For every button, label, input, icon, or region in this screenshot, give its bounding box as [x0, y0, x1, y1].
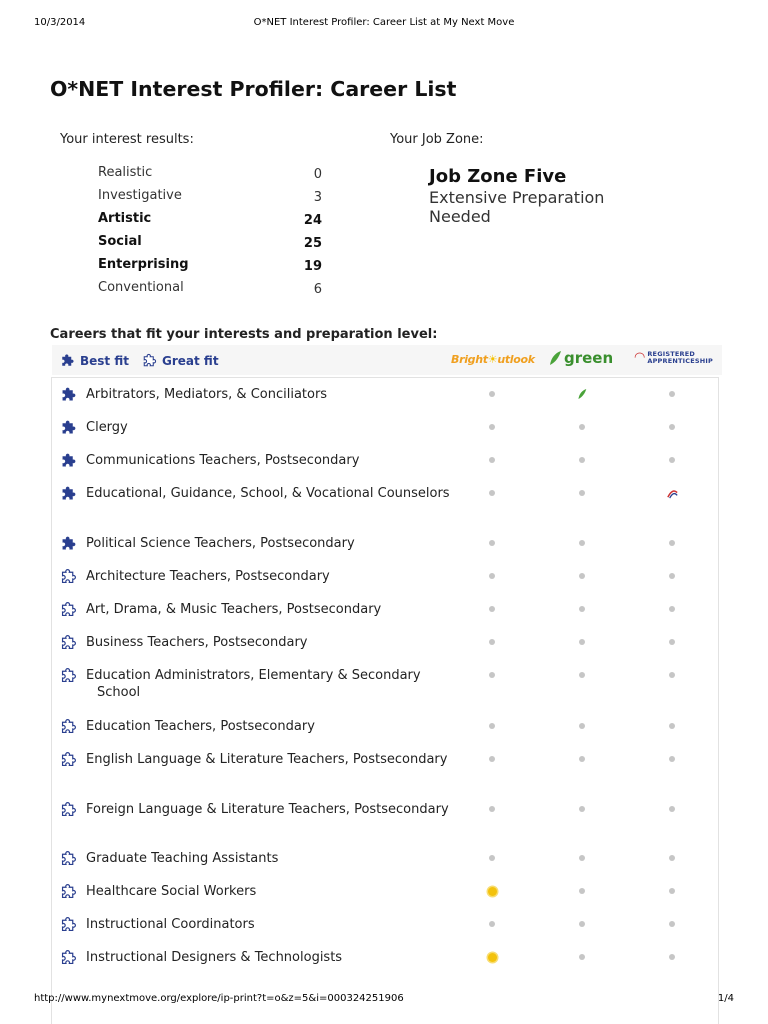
interest-row: [98, 211, 322, 234]
col3-marker: [665, 569, 679, 583]
career-link[interactable]: Architecture Teachers, Postsecondary: [86, 569, 330, 584]
empty-dot: [669, 723, 675, 729]
empty-dot: [489, 921, 495, 927]
interest-row: [98, 234, 322, 257]
empty-dot: [489, 806, 495, 812]
great-fit-puzzle-icon: [60, 568, 77, 585]
interest-row: [98, 188, 322, 211]
empty-dot: [489, 672, 495, 678]
best-fit-puzzle-icon: [60, 452, 77, 469]
registered-apprenticeship-logo: [634, 350, 713, 365]
col1-marker: [485, 950, 499, 964]
careers-legend: [52, 345, 722, 375]
col1-marker: [485, 719, 499, 733]
col2-marker: [575, 486, 589, 500]
best-fit-puzzle-icon: [60, 419, 77, 436]
col1-marker: [485, 569, 499, 583]
career-link[interactable]: Instructional Designers & Technologists: [86, 950, 343, 965]
empty-dot: [489, 457, 495, 463]
empty-dot: [579, 573, 585, 579]
empty-dot: [669, 424, 675, 430]
col3-marker: [665, 917, 679, 931]
great-fit-puzzle-icon: [60, 667, 77, 684]
col2-marker: [575, 950, 589, 964]
interest-row: [98, 165, 322, 188]
empty-dot: [489, 639, 495, 645]
great-fit-puzzle-icon: [60, 801, 77, 818]
career-link[interactable]: Political Science Teachers, Postsecondary: [86, 536, 355, 551]
great-fit-puzzle-icon: [60, 634, 77, 651]
empty-dot: [579, 672, 585, 678]
empty-dot: [579, 457, 585, 463]
job-zone-title: Job Zone Five: [429, 166, 567, 187]
empty-dot: [669, 855, 675, 861]
col2-marker: [575, 719, 589, 733]
empty-dot: [579, 723, 585, 729]
bright-outlook-sun-icon: [488, 953, 497, 962]
great-fit-puzzle-icon: [60, 751, 77, 768]
col3-marker: [665, 387, 679, 401]
empty-dot: [489, 606, 495, 612]
great-fit-puzzle-icon: [60, 850, 77, 867]
empty-dot: [579, 606, 585, 612]
empty-dot: [669, 540, 675, 546]
col2-marker: [575, 917, 589, 931]
empty-dot: [579, 888, 585, 894]
career-link[interactable]: English Language & Literature Teachers, Postsecondary: [86, 752, 448, 767]
col1-marker: [485, 884, 499, 898]
career-link[interactable]: Graduate Teaching Assistants: [86, 851, 279, 866]
career-link[interactable]: Communications Teachers, Postsecondary: [86, 453, 360, 468]
col3-marker: [665, 719, 679, 733]
apprenticeship-line: APPRENTICESHIP: [647, 356, 713, 365]
col3-marker: [665, 486, 679, 500]
green-logo: [548, 349, 613, 367]
interest-row: [98, 257, 322, 280]
print-page-number: 1/4: [717, 993, 734, 1004]
green-leaf-icon: [548, 350, 562, 366]
empty-dot: [669, 457, 675, 463]
empty-dot: [579, 639, 585, 645]
col2-marker: [575, 851, 589, 865]
interest-row: [98, 280, 322, 303]
empty-dot: [669, 888, 675, 894]
great-fit-puzzle-icon: [60, 718, 77, 735]
col3-marker: [665, 668, 679, 682]
interest-name: Realistic: [98, 165, 153, 180]
col2-marker: [575, 420, 589, 434]
green-logo-label: green: [564, 349, 614, 367]
interest-name: Investigative: [98, 188, 182, 203]
col2-marker: [575, 387, 589, 401]
col2-marker: [575, 569, 589, 583]
col2-marker: [575, 602, 589, 616]
career-link[interactable]: Foreign Language & Literature Teachers, Postsecondary: [86, 802, 449, 817]
col2-marker: [575, 635, 589, 649]
bright-outlook-suffix: utlook: [497, 353, 535, 366]
job-zone-heading: Your Job Zone:: [390, 132, 484, 147]
interest-name: Conventional: [98, 280, 184, 295]
empty-dot: [579, 806, 585, 812]
best-fit-puzzle-icon: [60, 485, 77, 502]
best-fit-puzzle-icon: [60, 386, 77, 403]
great-fit-puzzle-icon: [60, 883, 77, 900]
empty-dot: [489, 424, 495, 430]
great-fit-puzzle-icon: [60, 949, 77, 966]
col1-marker: [485, 453, 499, 467]
empty-dot: [669, 573, 675, 579]
empty-dot: [669, 921, 675, 927]
empty-dot: [669, 606, 675, 612]
career-link[interactable]: Business Teachers, Postsecondary: [86, 635, 308, 650]
interest-name: Artistic: [98, 211, 152, 226]
great-fit-puzzle-icon: [60, 916, 77, 933]
empty-dot: [579, 424, 585, 430]
interest-name: Enterprising: [98, 257, 189, 272]
print-date: 10/3/2014: [34, 17, 86, 28]
col3-marker: [665, 602, 679, 616]
col3-marker: [665, 420, 679, 434]
legend-great-fit: [142, 353, 219, 368]
interest-name: Social: [98, 234, 142, 249]
green-leaf-icon: [577, 388, 587, 400]
career-link[interactable]: Instructional Coordinators: [86, 917, 255, 932]
col1-marker: [485, 917, 499, 931]
col2-marker: [575, 453, 589, 467]
interest-score: 0: [313, 167, 322, 182]
col2-marker: [575, 668, 589, 682]
interest-score: 25: [303, 236, 322, 251]
empty-dot: [579, 490, 585, 496]
empty-dot: [489, 490, 495, 496]
col3-marker: [665, 752, 679, 766]
career-link[interactable]: Clergy: [86, 420, 128, 435]
col2-marker: [575, 884, 589, 898]
empty-dot: [579, 954, 585, 960]
interest-results-list: [98, 165, 322, 303]
empty-dot: [489, 756, 495, 762]
col2-marker: [575, 752, 589, 766]
empty-dot: [669, 756, 675, 762]
bright-outlook-sun-icon: ☀: [487, 353, 498, 366]
empty-dot: [489, 391, 495, 397]
col3-marker: [665, 536, 679, 550]
col3-marker: [665, 453, 679, 467]
col1-marker: [485, 486, 499, 500]
empty-dot: [489, 855, 495, 861]
great-fit-puzzle-icon: [142, 353, 157, 368]
careers-heading: Careers that fit your interests and preparation level:: [50, 327, 438, 342]
empty-dot: [669, 391, 675, 397]
col3-marker: [665, 802, 679, 816]
col1-marker: [485, 387, 499, 401]
page-title: O*NET Interest Profiler: Career List: [50, 77, 457, 101]
col3-marker: [665, 635, 679, 649]
career-link[interactable]: Arbitrators, Mediators, & Conciliators: [86, 387, 328, 402]
empty-dot: [669, 806, 675, 812]
career-link[interactable]: Education Teachers, Postsecondary: [86, 719, 315, 734]
career-link[interactable]: Education Administrators, Elementary & Secondary School: [86, 668, 421, 700]
legend-best-fit-label: Best fit: [80, 353, 129, 368]
empty-dot: [579, 540, 585, 546]
print-header: [0, 17, 768, 31]
apprenticeship-arc-icon: [666, 487, 679, 500]
print-doc-title: O*NET Interest Profiler: Career List at My Next Move: [253, 17, 515, 28]
col1-marker: [485, 668, 499, 682]
career-link[interactable]: Educational, Guidance, School, & Vocational Counselors: [86, 486, 450, 501]
col3-marker: [665, 851, 679, 865]
interest-results-heading: Your interest results:: [60, 132, 194, 147]
col1-marker: [485, 752, 499, 766]
bright-outlook-prefix: Bright: [451, 353, 488, 366]
empty-dot: [669, 954, 675, 960]
print-footer: [0, 993, 768, 1007]
col1-marker: [485, 802, 499, 816]
empty-dot: [579, 855, 585, 861]
empty-dot: [579, 921, 585, 927]
col1-marker: [485, 602, 499, 616]
bright-outlook-logo: [451, 353, 535, 366]
col1-marker: [485, 851, 499, 865]
empty-dot: [669, 639, 675, 645]
col1-marker: [485, 635, 499, 649]
col2-marker: [575, 802, 589, 816]
job-zone-description: Extensive Preparation Needed: [429, 188, 605, 226]
apprenticeship-arc-icon: ◠: [634, 350, 646, 365]
career-table: [51, 377, 719, 1024]
col2-marker: [575, 536, 589, 550]
interest-score: 3: [313, 190, 322, 205]
registered-line: REGISTERED: [647, 349, 695, 358]
empty-dot: [489, 573, 495, 579]
empty-dot: [669, 672, 675, 678]
great-fit-puzzle-icon: [60, 601, 77, 618]
empty-dot: [489, 723, 495, 729]
empty-dot: [489, 540, 495, 546]
col3-marker: [665, 950, 679, 964]
col1-marker: [485, 536, 499, 550]
col1-marker: [485, 420, 499, 434]
interest-score: 24: [303, 213, 322, 228]
interest-score: 6: [313, 282, 322, 297]
career-link[interactable]: Art, Drama, & Music Teachers, Postsecondary: [86, 602, 382, 617]
bright-outlook-sun-icon: [488, 887, 497, 896]
best-fit-puzzle-icon: [60, 535, 77, 552]
print-url: http://www.mynextmove.org/explore/ip-print?t=o&z=5&i=000324251906: [34, 993, 404, 1004]
legend-great-fit-label: Great fit: [162, 353, 219, 368]
legend-best-fit: [60, 353, 129, 368]
career-link[interactable]: Healthcare Social Workers: [86, 884, 257, 899]
interest-score: 19: [303, 259, 322, 274]
col3-marker: [665, 884, 679, 898]
empty-dot: [579, 756, 585, 762]
best-fit-puzzle-icon: [60, 353, 75, 368]
